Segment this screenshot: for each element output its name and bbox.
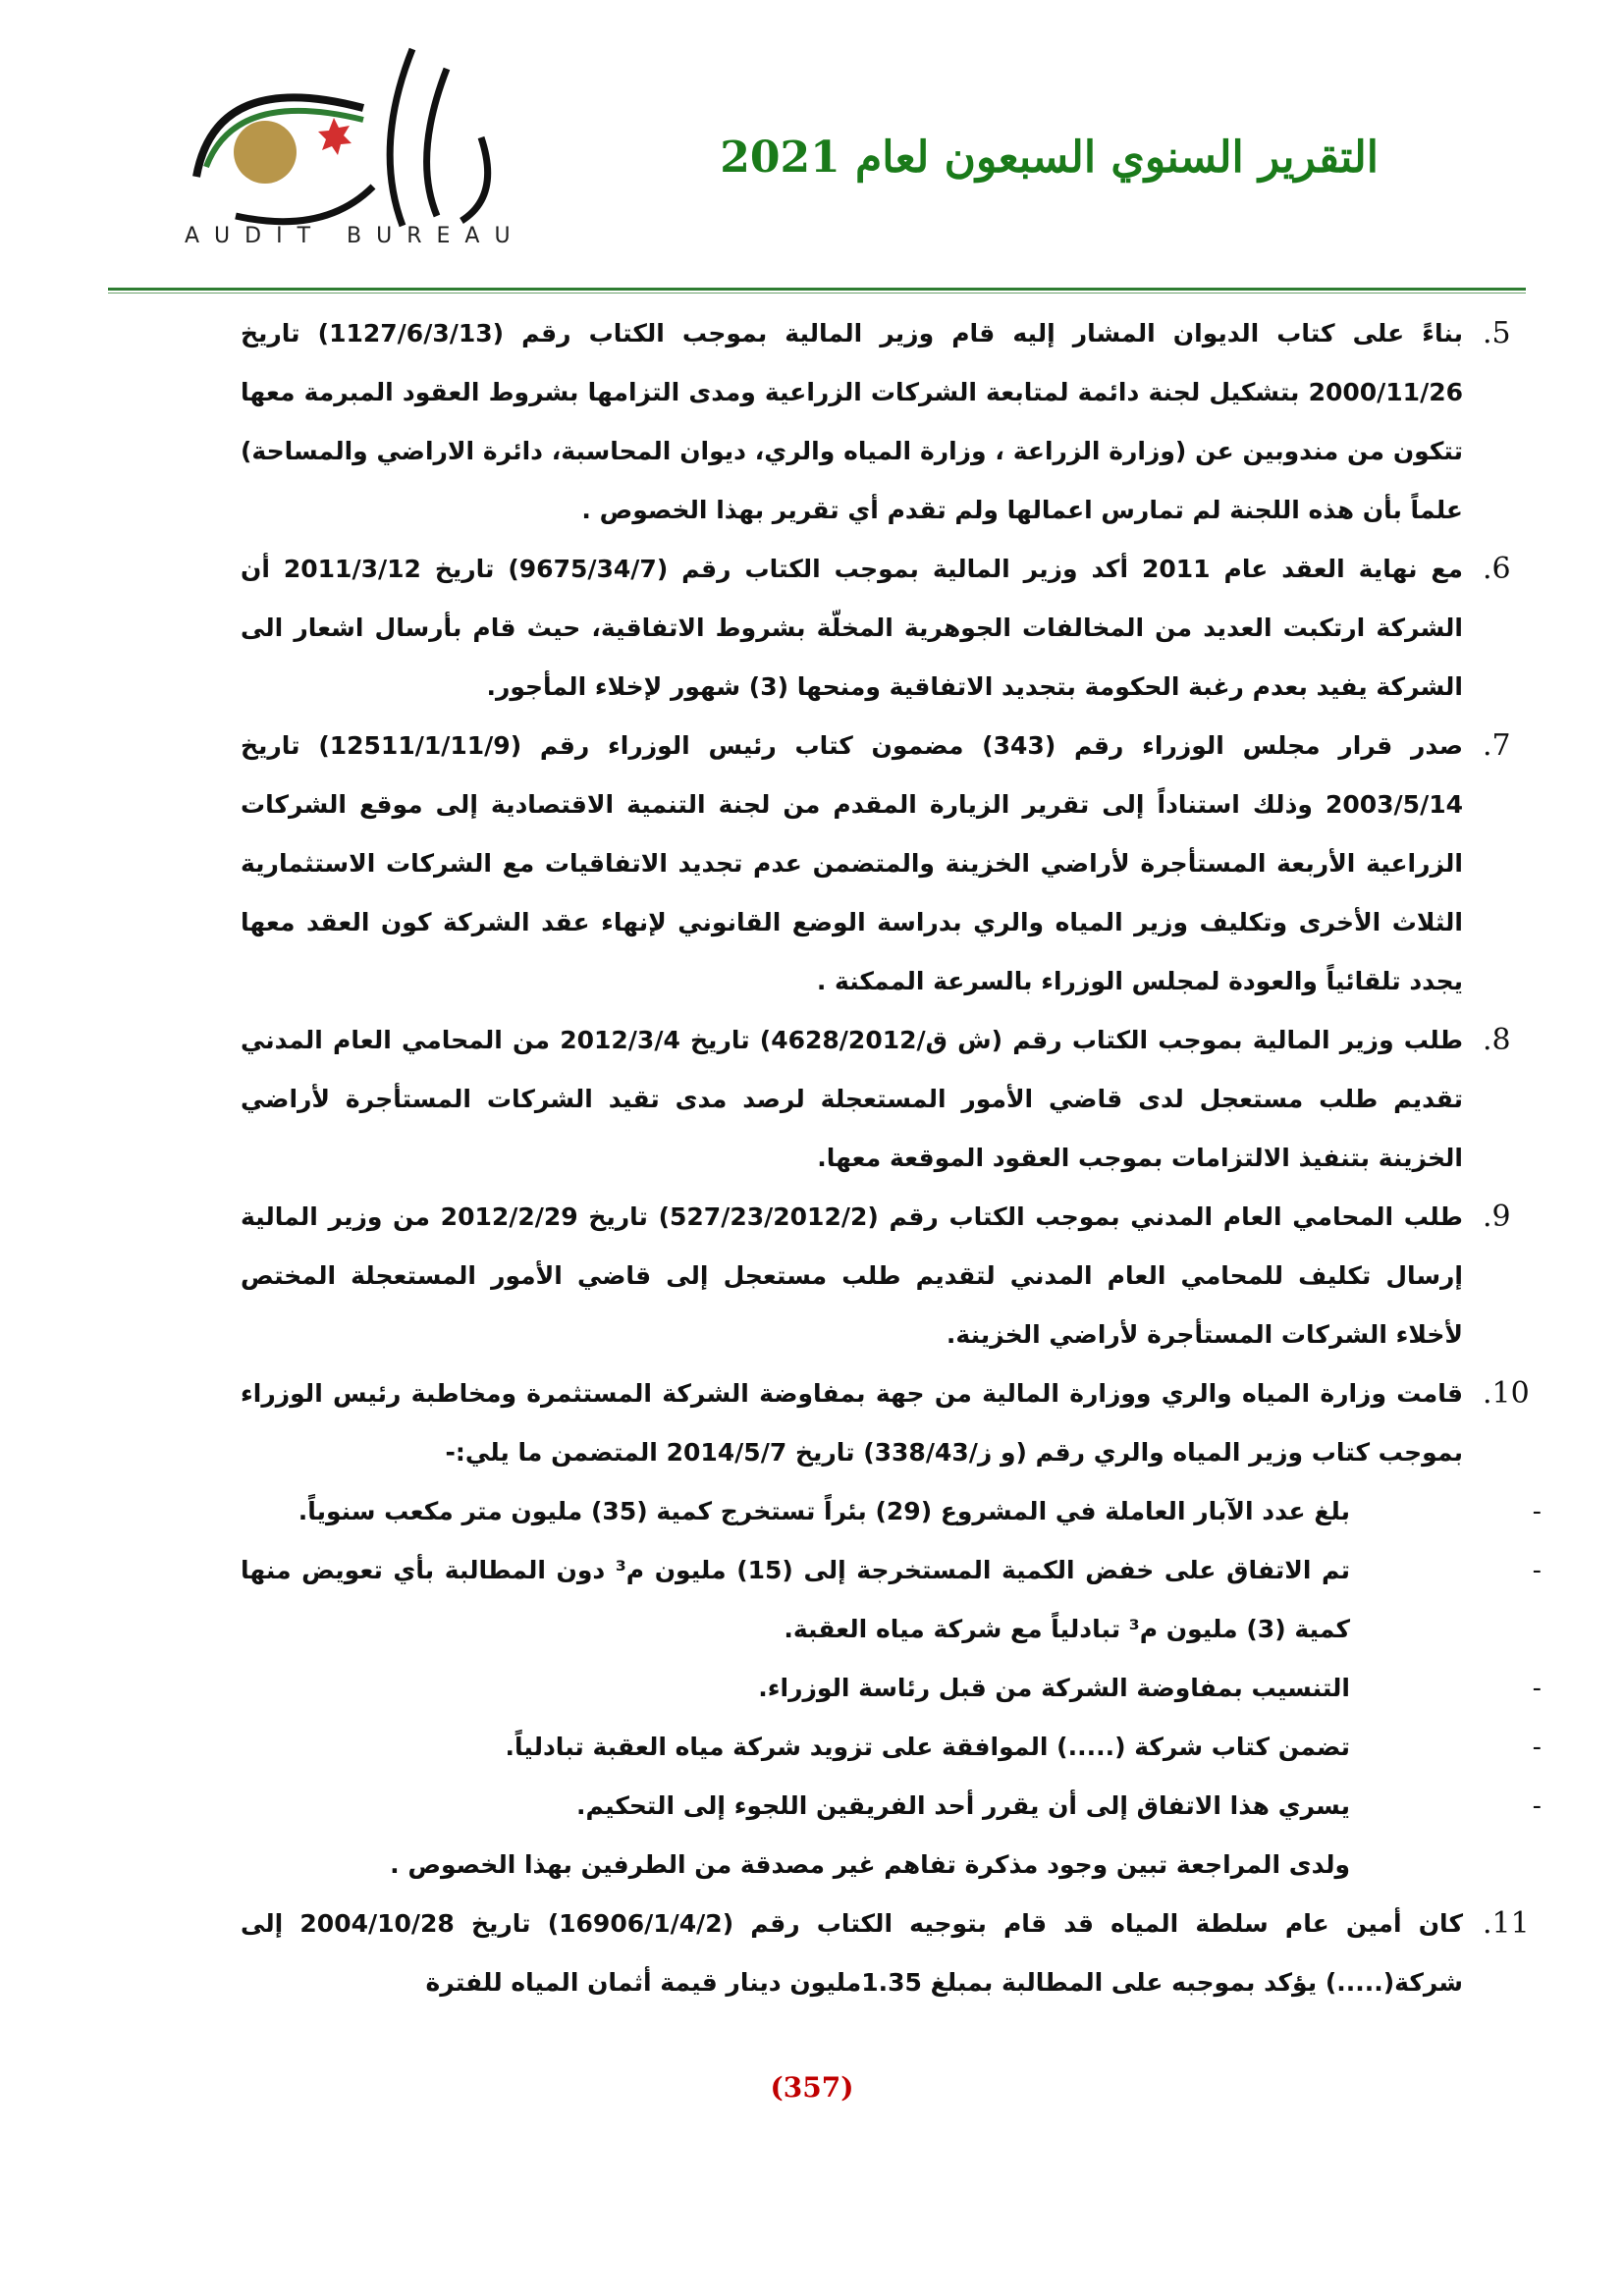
sub-item-text: تم الاتفاق على خفض الكمية المستخرجة إلى (15) مليون م³ دون المطالبة بأي تعويض منها كمية (3) مليون م³ تبادلياً مع شركة مياه العقبة. [241,1556,1350,1643]
sub-item-text: التنسيب بمفاوضة الشركة من قبل رئاسة الوزراء. [758,1674,1350,1702]
sub-item [167,1541,1542,1659]
item-text: طلب المحامي العام المدني بموجب الكتاب رقم (527/23/2012/2) تاريخ 2012/2/29 من وزير المالية إرسال تكليف للمحامي العام المدني لتقديم طلب مستعجل إلى قاضي الأمور المستعجلة المختص لأخلاء الشركات المستأجرة لأراضي الخزينة. [241,1202,1463,1349]
report-title: التقرير السنوي السبعون لعام 2021 [720,133,1379,183]
item-number: .6 [1483,552,1511,586]
list-item [167,304,1511,540]
item-text: صدر قرار مجلس الوزراء رقم (343) مضمون كتاب رئيس الوزراء رقم (12511/1/11/9) تاريخ 2003/5/14 وذلك استناداً إلى تقرير الزيارة المقدم من لجنة التنمية الاقتصادية إلى موقع الشركات الزراعية الأربعة المستأجرة لأراضي الخزينة والمتضمن عدم تجديد الاتفاقيات مع الشركات الاستثمارية الثلاث الأخرى وتكليف وزير المياه والري بدراسة الوضع القانوني لإنهاء عقد الشركة كون العقد معها يجدد تلقائياً والعودة لمجلس الوزراء بالسرعة الممكنة . [241,731,1464,995]
dash-bullet: - [1532,1674,1542,1703]
sub-item [167,1777,1542,1836]
item-number: .7 [1483,728,1511,763]
sub-item [167,1718,1542,1777]
review-note: ولدى المراجعة تبين وجود مذكرة تفاهم غير مصدقة من الطرفين بهذا الخصوص . [390,1850,1350,1879]
item-number: .9 [1483,1200,1511,1234]
item-text: قامت وزارة المياه والري ووزارة المالية من جهة بمفاوضة الشركة المستثمرة ومخاطبة رئيس الوزراء بموجب كتاب وزير المياه والري رقم (و ز/338/43) تاريخ 2014/5/7 المتضمن ما يلي:- [241,1379,1463,1467]
sub-item [167,1659,1542,1718]
report-body [167,304,1542,2012]
sub-item-text: تضمن كتاب شركة (.....) الموافقة على تزويد شركة مياه العقبة تبادلياً. [505,1733,1350,1761]
list-item [167,1895,1530,2012]
header-divider-thin [108,293,1526,294]
item-number: .11 [1483,1906,1530,1941]
list-item [167,540,1511,717]
header-divider [108,288,1526,291]
page-number: (357) [770,2071,854,2104]
dash-bullet: - [1532,1733,1542,1762]
dash-bullet: - [1532,1497,1542,1526]
item-text: طلب وزير المالية بموجب الكتاب رقم (ش ق/4628/2012) تاريخ 2012/3/4 من المحامي العام المدني تقديم طلب مستعجل لدى قاضي الأمور المستعجلة لرصد مدى تقيد الشركات المستأجرة لأراضي الخزينة بتنفيذ الالتزامات بموجب العقود الموقعة معها. [241,1026,1464,1172]
item-text: كان أمين عام سلطة المياه قد قام بتوجيه الكتاب رقم (16906/1/4/2) تاريخ 2004/10/28 إلى شركة(.....) يؤكد بموجبه على المطالبة بمبلغ 1.35مليون دينار قيمة أثمان المياه للفترة [241,1909,1463,1997]
dash-bullet: - [1532,1556,1542,1585]
item-number: .8 [1483,1023,1511,1057]
logo-caption: AUDIT BUREAU [185,224,525,248]
audit-bureau-logo [177,29,569,255]
sub-item [167,1482,1542,1541]
list-item [167,1364,1542,1895]
sub-item-text: يسري هذا الاتفاق إلى أن يقرر أحد الفريقين اللجوء إلى التحكيم. [576,1791,1350,1820]
list-item [167,1188,1511,1364]
dash-bullet: - [1532,1791,1542,1821]
item-number: .10 [1483,1376,1530,1411]
item-text: مع نهاية العقد عام 2011 أكد وزير المالية بموجب الكتاب رقم (9675/34/7) تاريخ 2011/3/12 أن الشركة ارتكبت العديد من المخالفات الجوهرية المخلّة بشروط الاتفاقية، حيث قام بأرسال اشعار الى الشركة يفيد بعدم رغبة الحكومة بتجديد الاتفاقية ومنحها (3) شهور لإخلاء المأجور. [241,555,1463,701]
list-item [167,1011,1511,1188]
item-text: بناءً على كتاب الديوان المشار إليه قام وزير المالية بموجب الكتاب رقم (1127/6/3/13) تاريخ 2000/11/26 بتشكيل لجنة دائمة لمتابعة الشركات الزراعية ومدى التزامها بشروط العقود المبرمة معها تتكون من مندوبين عن (وزارة الزراعة ، وزارة المياه والري، ديوان المحاسبة، دائرة الاراضي والمساحة) علماً بأن هذه اللجنة لم تمارس اعمالها ولم تقدم أي تقرير بهذا الخصوص . [241,319,1463,524]
sub-item-text: بلغ عدد الآبار العاملة في المشروع (29) بئراً تستخرج كمية (35) مليون متر مكعب سنوياً. [298,1497,1350,1525]
item-number: .5 [1483,316,1511,350]
list-item [167,717,1511,1011]
